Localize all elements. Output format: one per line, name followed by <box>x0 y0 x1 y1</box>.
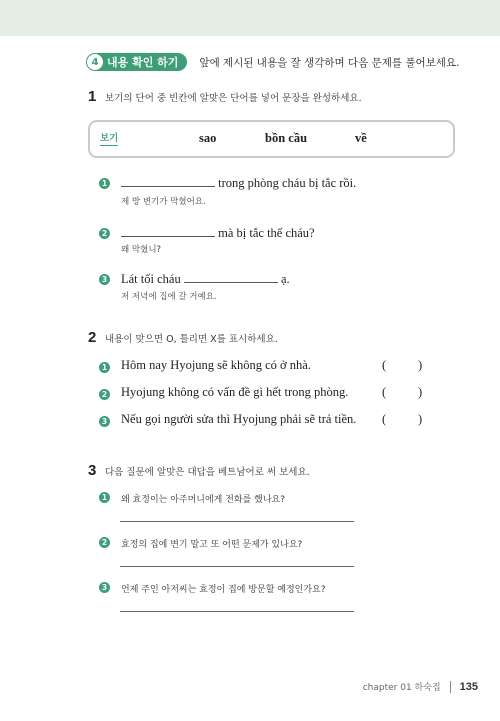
item-marker: 1 <box>99 362 110 373</box>
word-bank-word: sao <box>199 131 217 145</box>
statement-text: Hyojung không có vấn đề gì hết trong phòng. <box>121 385 349 399</box>
item-marker: 1 <box>99 178 110 189</box>
section-heading <box>86 52 459 72</box>
answer-paren-close[interactable]: ) <box>418 358 423 372</box>
question-instruction: 다음 질문에 알맞은 대답을 베트남어로 써 보세요. <box>105 466 310 478</box>
item-marker: 2 <box>99 228 110 239</box>
answer-line[interactable] <box>120 566 354 567</box>
question-text: 왜 효정이는 아주머니에게 전화를 했나요? <box>121 495 286 505</box>
answer-paren-close[interactable]: ) <box>418 385 423 399</box>
word-bank-label: 보기 <box>100 133 119 144</box>
sentence-text: trong phòng cháu bị tắc rồi. <box>215 176 357 190</box>
answer-blank[interactable] <box>184 271 278 283</box>
korean-translation: 저 저녁에 집에 갈 거예요. <box>121 292 217 302</box>
question-number: 1 <box>88 88 97 105</box>
page-number: 135 <box>459 680 478 693</box>
sentence-text: ạ. <box>277 272 290 286</box>
question-text: 효정의 집에 변기 말고 또 어떤 문제가 있나요? <box>121 540 303 550</box>
fill-in-sentence <box>121 175 356 191</box>
korean-translation: 왜 막혔니? <box>121 245 162 255</box>
item-marker: 2 <box>99 389 110 400</box>
answer-paren-open[interactable]: ( <box>382 358 387 372</box>
question-3-heading <box>88 462 310 479</box>
footer-divider <box>450 681 451 693</box>
section-instruction: 앞에 제시된 내용을 잘 생각하며 다음 문제를 풀어보세요. <box>199 56 460 69</box>
question-number: 2 <box>88 329 97 346</box>
chapter-label: chapter 01 하숙집 <box>362 683 441 693</box>
answer-blank[interactable] <box>121 225 215 237</box>
word-bank-word: về <box>355 131 367 145</box>
answer-paren-close[interactable]: ) <box>418 412 423 426</box>
question-instruction: 내용이 맞으면 O, 틀리면 X를 표시하세요. <box>105 333 278 345</box>
question-2-heading <box>88 329 278 346</box>
korean-translation: 제 방 변기가 막혔어요. <box>121 197 206 207</box>
sentence-text: mà bị tắc thế cháu? <box>215 226 315 240</box>
answer-paren-open[interactable]: ( <box>382 385 387 399</box>
top-color-band <box>0 0 500 36</box>
item-marker: 3 <box>99 582 110 593</box>
word-bank-box <box>88 120 455 158</box>
answer-blank[interactable] <box>121 175 215 187</box>
question-text: 언제 주인 아저씨는 효정이 집에 방문할 예정인가요? <box>121 585 326 595</box>
section-title-pill <box>86 53 187 71</box>
answer-line[interactable] <box>120 521 354 522</box>
answer-paren-open[interactable]: ( <box>382 412 387 426</box>
question-number: 3 <box>88 462 97 479</box>
sentence-text: Lát tối cháu <box>121 272 184 286</box>
item-marker: 3 <box>99 416 110 427</box>
page-footer <box>363 680 478 693</box>
question-instruction: 보기의 단어 중 빈칸에 알맞은 단어를 넣어 문장을 완성하세요. <box>105 92 362 104</box>
item-marker: 2 <box>99 537 110 548</box>
statement-text: Hôm nay Hyojung sẽ không có ở nhà. <box>121 358 311 372</box>
item-marker: 1 <box>99 492 110 503</box>
word-bank-word: bồn cầu <box>265 131 308 145</box>
section-number-badge: 4 <box>87 54 103 70</box>
item-marker: 3 <box>99 274 110 285</box>
section-title: 내용 확인 하기 <box>107 56 179 69</box>
question-1-heading <box>88 88 362 105</box>
fill-in-sentence <box>121 271 290 287</box>
answer-line[interactable] <box>120 611 354 612</box>
fill-in-sentence <box>121 225 315 241</box>
statement-text: Nếu gọi người sửa thì Hyojung phải sẽ trả tiền. <box>121 412 357 426</box>
